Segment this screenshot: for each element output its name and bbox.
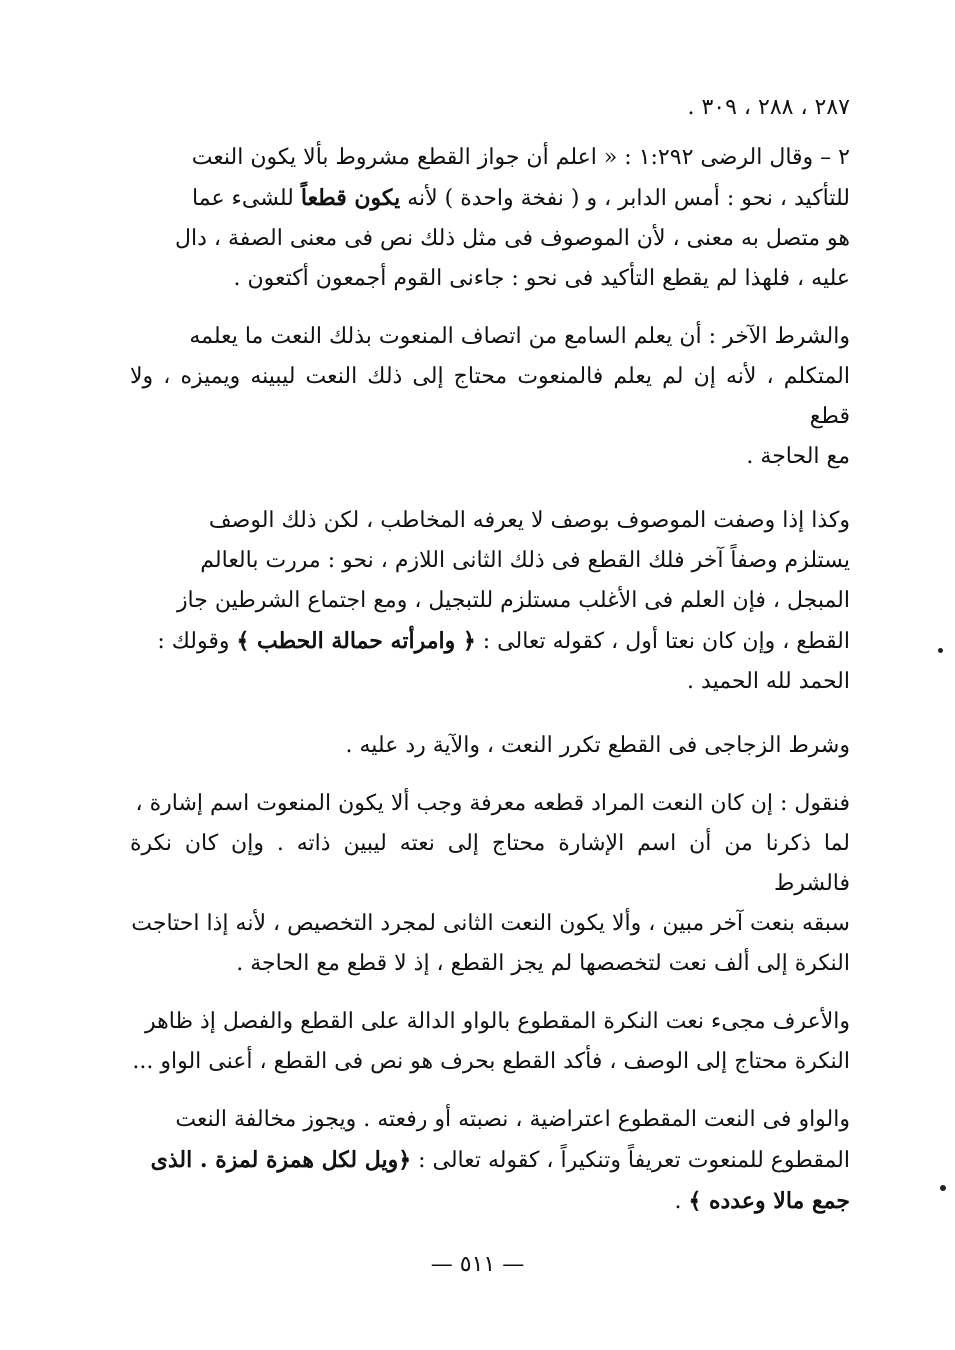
text-run: القطع ، وإن كان نعتا أول ، كقوله تعالى : xyxy=(475,629,850,654)
text-run: للشىء عما xyxy=(192,186,301,211)
paragraph-second-condition xyxy=(130,317,850,477)
page-number: — ٥١١ — xyxy=(430,1252,525,1277)
text-line: لما ذكرنا من أن اسم الإشارة محتاج إلى نعته ليبين ذاته . وإن كان نكرة فالشرط xyxy=(130,831,850,896)
paragraph-we-say xyxy=(130,784,850,984)
quran-verse: جمع مالا وعدده ﴾ xyxy=(688,1188,850,1214)
text-line: مع الحاجة . xyxy=(746,444,850,469)
text-line: وشرط الزجاجى فى القطع تكرر النعت ، والآية رد عليه . xyxy=(345,733,850,758)
text-line xyxy=(130,178,850,219)
paragraph-zajjaji xyxy=(130,726,850,766)
paragraph-radi-quote xyxy=(130,138,850,299)
text-line: عليه ، فلهذا لم يقطع التأكيد فى نحو : جاءنى القوم أجمعون أكتعون . xyxy=(233,266,850,291)
text-run: وقولك : xyxy=(157,629,237,654)
text-line: ٢ – وقال الرضى ١:٢٩٢ : « اعلم أن جواز القطع مشروط بألا يكون النعت xyxy=(191,145,850,170)
text-run: المقطوع للمنعوت تعريفاً وتنكيراً ، كقوله تعالى : xyxy=(411,1148,850,1173)
text-line xyxy=(130,1181,850,1222)
text-line: سبقه بنعت آخر مبين ، وألا يكون النعت الثانى لمجرد التخصيص ، لأنه إذا احتاجت xyxy=(131,911,850,936)
text-line: المبجل ، فإن العلم فى الأغلب مستلزم للتبجيل ، ومع اجتماع الشرطين جاز xyxy=(176,588,850,613)
text-line: الحمد لله الحميد . xyxy=(687,669,850,694)
text-run: للتأكيد ، نحو : أمس الدابر ، و ( نفخة واحدة ) لأنه xyxy=(400,186,850,211)
text-line: المتكلم ، لأنه إن لم يعلم فالمنعوت محتاج إلى ذلك النعت ليبينه ويميزه ، ولا قطع xyxy=(130,364,850,429)
scan-speck xyxy=(938,648,943,653)
text-line: فنقول : إن كان النعت المراد قطعه معرفة وجب ألا يكون المنعوت اسم إشارة ، xyxy=(135,791,850,816)
text-line xyxy=(130,1140,850,1181)
text-line: والشرط الآخر : أن يعلم السامع من اتصاف المنعوت بذلك النعت ما يعلمه xyxy=(189,324,850,349)
bold-text-run: يكون قطعاً xyxy=(300,185,401,211)
text-line: وكذا إذا وصفت الموصوف بوصف لا يعرفه المخاطب ، لكن ذلك الوصف xyxy=(208,508,850,533)
text-line: والواو فى النعت المقطوع اعتراضية ، نصبته أو رفعته . ويجوز مخالفة النعت xyxy=(175,1107,850,1132)
text-run: . xyxy=(674,1189,689,1214)
text-line xyxy=(130,621,850,662)
text-line: النكرة إلى ألف نعت لتخصصها لم يجز القطع ، إذ لا قطع مع الحاجة . xyxy=(236,951,850,976)
text-line: يستلزم وصفاً آخر فلك القطع فى ذلك الثانى اللازم ، نحو : مررت بالعالم xyxy=(200,548,850,573)
text-line: والأعرف مجىء نعت النكرة المقطوع بالواو الدالة على القطع والفصل إذ ظاهر xyxy=(145,1009,850,1034)
scan-speck xyxy=(940,1185,946,1191)
footnote-refs-line: ٢٨٧ ، ٢٨٨ ، ٣٠٩ . xyxy=(687,95,850,120)
quran-verse: ﴿ويل لكل همزة لمزة . الذى xyxy=(150,1147,412,1173)
page-body xyxy=(130,88,850,1222)
text-line: النكرة محتاج إلى الوصف ، فأكد القطع بحرف هو نص فى القطع ، أعنى الواو ... xyxy=(132,1049,850,1074)
paragraph-unknown-description xyxy=(130,501,850,702)
paragraph-most-known xyxy=(130,1002,850,1082)
quran-verse: ﴿ وامرأته حمالة الحطب ﴾ xyxy=(236,628,476,654)
paragraph-waw xyxy=(130,1100,850,1222)
text-line: هو متصل به معنى ، لأن الموصوف فى مثل ذلك نص فى معنى الصفة ، دال xyxy=(175,226,850,251)
